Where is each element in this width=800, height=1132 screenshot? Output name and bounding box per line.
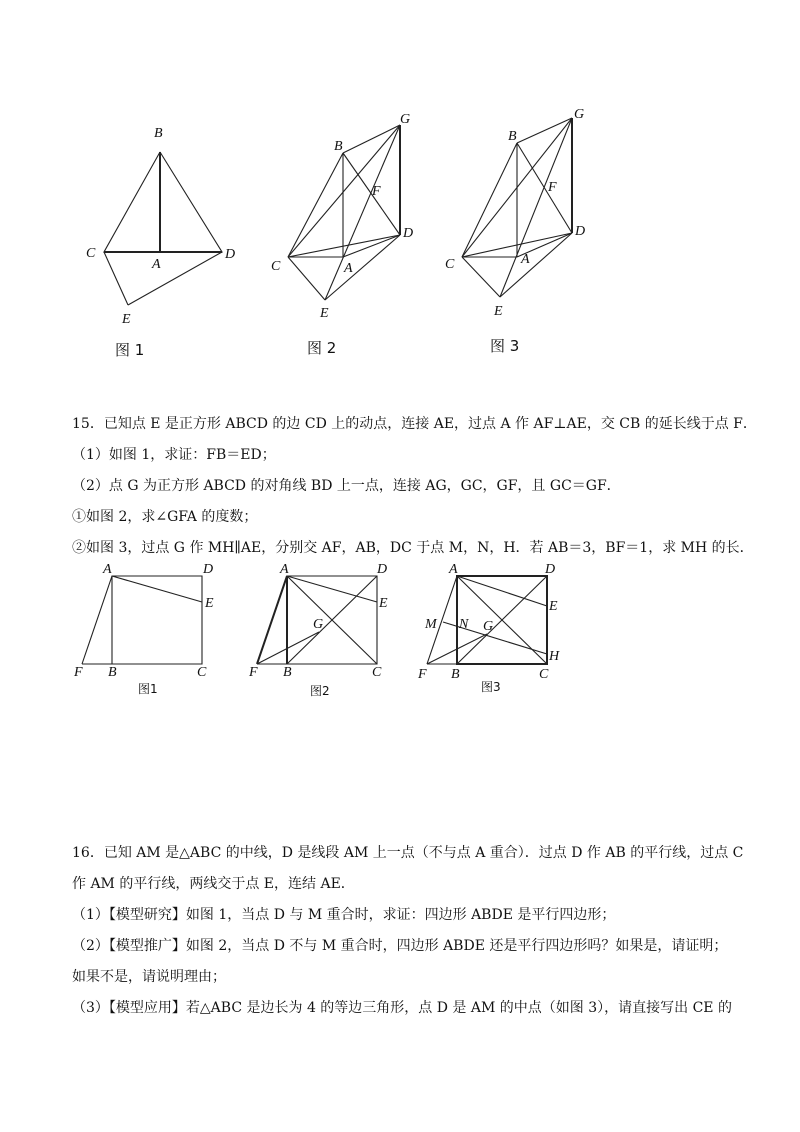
q15-part2: （2）点 G 为正方形 ABCD 的对角线 BD 上一点，连接 AG，GC，GF，且 GC＝GF．: [72, 478, 621, 494]
segment-BG: [343, 125, 400, 153]
segment-BC: [288, 153, 343, 257]
q15-figure-3: [415, 560, 575, 705]
segment-EG: [500, 118, 572, 297]
segment-BD: [517, 143, 572, 233]
caption: 图 2: [307, 339, 337, 357]
label-D: D: [545, 562, 556, 577]
label-B: B: [334, 139, 343, 154]
segment-AE: [112, 576, 202, 602]
label-D: D: [225, 247, 236, 262]
segment-AE: [457, 576, 547, 606]
label-B: B: [451, 667, 460, 682]
label-G: G: [400, 112, 411, 127]
label-C: C: [271, 259, 281, 274]
label-E: E: [494, 304, 503, 319]
caption: 图 3: [490, 337, 520, 355]
segment-ED: [325, 235, 400, 300]
q15-stem: 15．已知点 E 是正方形 ABCD 的边 CD 上的动点，连接 AE，过点 A 作 AF⊥AE，交 CB 的延长线于点 F．: [72, 416, 757, 432]
q15-part2a: ①如图 2，求∠GFA 的度数；: [72, 509, 258, 525]
label-A: A: [449, 562, 458, 577]
segment-CE: [288, 257, 325, 300]
segment-ED: [128, 252, 222, 305]
label-C: C: [372, 665, 382, 680]
label-N: N: [459, 617, 469, 632]
segment-CE: [104, 252, 128, 305]
label-C: C: [86, 246, 96, 261]
label-B: B: [508, 129, 517, 144]
segment-CG: [288, 125, 400, 257]
caption: 图 1: [115, 341, 145, 359]
top-figure-2: [265, 105, 435, 360]
caption: 图2: [310, 684, 330, 698]
top-figure-1: [80, 115, 250, 365]
label-D: D: [203, 562, 214, 577]
q16-stem-line2: 作 AM 的平行线，两线交于点 E，连结 AE．: [72, 876, 355, 892]
label-C: C: [539, 667, 549, 682]
caption: 图1: [138, 682, 158, 696]
caption: 图3: [481, 680, 501, 694]
label-F: F: [249, 665, 258, 680]
label-B: B: [108, 665, 117, 680]
label-F: F: [418, 667, 427, 682]
label-A: A: [344, 261, 353, 276]
label-D: D: [377, 562, 388, 577]
segment-BC: [462, 143, 517, 257]
label-E: E: [122, 312, 131, 327]
label-G: G: [574, 107, 585, 122]
label-A: A: [103, 562, 112, 577]
label-A: A: [152, 257, 161, 272]
label-F: F: [372, 184, 381, 199]
segment-ED: [500, 233, 572, 297]
label-B: B: [154, 126, 163, 141]
label-C: C: [445, 257, 455, 272]
kite-outline: [104, 152, 222, 252]
label-D: D: [575, 224, 586, 239]
label-M: M: [425, 617, 437, 632]
segment-FA: [82, 576, 112, 664]
label-C: C: [197, 665, 207, 680]
q16-stem-line1: 16．已知 AM 是△ABC 的中线，D 是线段 AM 上一点（不与点 A 重合）．过点 D 作 AB 的平行线，过点 C: [72, 845, 744, 861]
label-G: G: [483, 619, 494, 634]
top-figure-3: [442, 105, 612, 360]
label-F: F: [74, 665, 83, 680]
label-H: H: [549, 649, 560, 664]
label-E: E: [320, 306, 329, 321]
label-B: B: [283, 665, 292, 680]
q15-figure-2: [245, 560, 405, 705]
label-A: A: [521, 252, 530, 267]
q15-figure-1: [70, 560, 240, 705]
label-E: E: [205, 596, 214, 611]
label-A: A: [280, 562, 289, 577]
label-G: G: [313, 617, 324, 632]
q16-part3: （3）【模型应用】若△ABC 是边长为 4 的等边三角形，点 D 是 AM 的中点（如图 3），请直接写出 CE 的: [72, 1000, 732, 1016]
q15-part1: （1）如图 1，求证：FB＝ED；: [72, 447, 276, 463]
q15-part2b: ②如图 3，过点 G 作 MH∥AE，分别交 AF，AB，DC 于点 M，N，H．若 AB＝3，BF＝1，求 MH 的长．: [72, 540, 754, 556]
q16-part2-continued: 如果不是，请说明理由；: [72, 969, 226, 985]
label-E: E: [379, 596, 388, 611]
label-E: E: [549, 599, 558, 614]
q16-part1: （1）【模型研究】如图 1，当点 D 与 M 重合时，求证：四边形 ABDE 是平行四边形；: [72, 907, 616, 923]
label-D: D: [403, 226, 414, 241]
segment-CD: [288, 235, 400, 257]
q16-part2: （2）【模型推广】如图 2，当点 D 不与 M 重合时，四边形 ABDE 还是平行四边形吗？如果是，请证明；: [72, 938, 728, 954]
label-F: F: [548, 180, 557, 195]
segment-CE: [462, 257, 500, 297]
